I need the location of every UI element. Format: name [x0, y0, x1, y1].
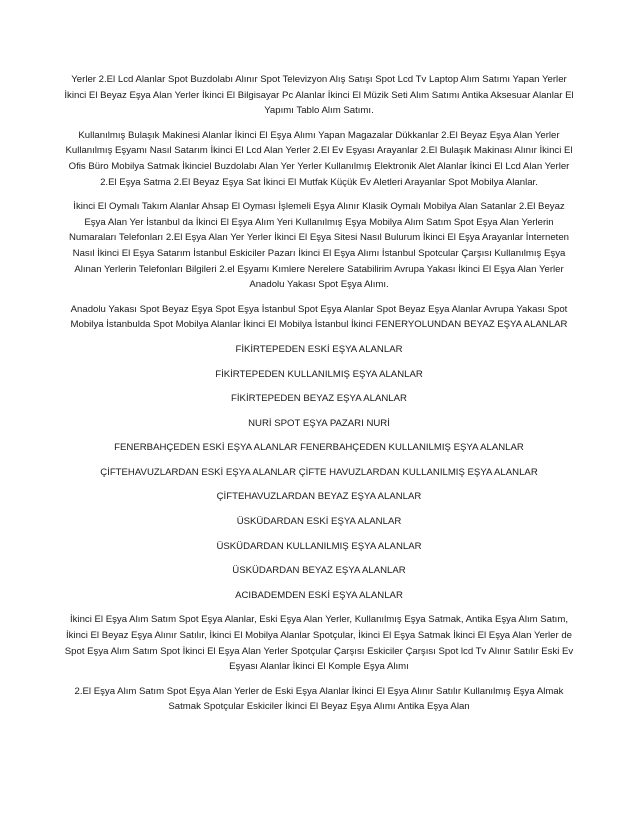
heading-line: NURİ SPOT EŞYA PAZARI NURİ [248, 417, 390, 429]
paragraph-1: Yerler 2.El Lcd Alanlar Spot Buzdolabı Alınır Spot Televizyon Alış Satışı Spot Lcd Tv Laptop Alım Satımı Yapan Yerler İkinci El Beyaz Eşya Alan Yerler İkinci El Bilgisayar Pc Alanlar İkinci El Müzik Seti Alım Satımı Antika Aksesuar Alanlar El Yapımı Tablo Alım Satımı. [64, 74, 574, 117]
closing-paragraph-2: 2.El Eşya Alım Satım Spot Eşya Alan Yerler de Eski Eşya Alanlar İkinci El Eşya Alınır Satılır Kullanılmış Eşya Almak Satmak Spotçular Eskiciler İkinci El Beyaz Eşya Alımı Antika Eşya Alan [74, 685, 564, 713]
heading-line: FİKİRTEPEDEN KULLANILMIŞ EŞYA ALANLAR [215, 368, 423, 380]
paragraph-2: Kullanılmış Bulaşık Makinesi Alanlar İkinci El Eşya Alımı Yapan Magazalar Dükkanlar 2.El Beyaz Eşya Alan Yerler Kullanılmış Eşyamı Nasıl Satarım İkinci El Lcd Alan Yerler 2.El Ev Eşyası Arayanlar 2.El Bulaşık Makinası Alınır İkinci El Ofis Büro Mobilya Satmak İkinciel Buzdolabı Alan Yer Yerler Kullanılmış Elektronik Alet Alanlar İkinci El Lcd Alan Yerler 2.El Eşya Satma 2.El Beyaz Eşya Sat İkinci El Mutfak Küçük Ev Aletleri Arayanlar Spot Mobilya Alanlar. [65, 129, 573, 188]
heading-line: FİKİRTEPEDEN ESKİ EŞYA ALANLAR [235, 343, 403, 355]
paragraph-4: Anadolu Yakası Spot Beyaz Eşya Spot Eşya İstanbul Spot Eşya Alanlar Spot Beyaz Eşya Alanlar Avrupa Yakası Spot Mobilya İstanbulda Spot Mobilya Alanlar İkinci El Mobilya İstanbul İkinci FENERYOLUNDAN BEYAZ EŞYA ALANLAR [70, 303, 568, 331]
heading-line: ÜSKÜDARDAN BEYAZ EŞYA ALANLAR [232, 565, 406, 577]
closing-paragraph-1: İkinci El Eşya Alım Satım Spot Eşya Alanlar, Eski Eşya Alan Yerler, Kullanılmış Eşya Satmak, Antika Eşya Alım Satım, İkinci El Beyaz Eşya Alınır Satılır, İkinci El Mobilya Alanlar Spotçular, İkinci El Eşya Satmak İkinci El Eşya Alan Yerler de Spot Eşya Alım Satım Spot İkinci El Eşya Alan Yerler Spotçular Çarşısı Eskiciler Çarşısı Spot lcd Tv Alınır Satılır Eski Ev Eşyası Alanlar İkinci El Komple Eşya Alımı [64, 614, 574, 673]
document-page [62, 72, 576, 724]
heading-line: FİKİRTEPEDEN BEYAZ EŞYA ALANLAR [231, 393, 407, 405]
heading-line: ÜSKÜDARDAN KULLANILMIŞ EŞYA ALANLAR [216, 540, 422, 552]
paragraph-3: İkinci El Oymalı Takım Alanlar Ahsap El Oyması İşlemeli Eşya Alınır Klasik Oymalı Mobilya Alan Satanlar 2.El Beyaz Eşya Alan Yer İstanbul da İkinci El Eşya Alım Yeri Kullanılmış Eşya Mobilya Alım Satım Spot Eşya Alan Yerlerin Numaraları Telefonları 2.El Eşya Alan Yer Yerler İkinci El Eşya Sitesi Nasıl Bulurum İkinci El Eşya Arayanlar İnterneten Nasıl İkinci El Eşya Satarım İstanbul Eskiciler Pazarı İkinci El Eşya Alımı İstanbul Spotcular Çarşısı Kullanılmış Eşya Alınan Yerlerin Telefonları Bilgileri 2.el Eşyamı Kımlere Nerelere Satabilirim Avrupa Yakası İkinci El Eşya Alan Yerler Anadolu Yakası Spot Eşya Alımı. [68, 201, 569, 291]
heading-line: ÇİFTEHAVUZLARDAN BEYAZ EŞYA ALANLAR [216, 491, 422, 503]
heading-line: ÜSKÜDARDAN ESKİ EŞYA ALANLAR [236, 516, 402, 528]
heading-line: FENERBAHÇEDEN ESKİ EŞYA ALANLAR FENERBAHÇEDEN KULLANILMIŞ EŞYA ALANLAR [114, 442, 524, 454]
heading-line: ÇİFTEHAVUZLARDAN ESKİ EŞYA ALANLAR ÇİFTE HAVUZLARDAN KULLANILMIŞ EŞYA ALANLAR [100, 466, 538, 478]
heading-line: ACIBADEMDEN ESKİ EŞYA ALANLAR [235, 589, 403, 601]
